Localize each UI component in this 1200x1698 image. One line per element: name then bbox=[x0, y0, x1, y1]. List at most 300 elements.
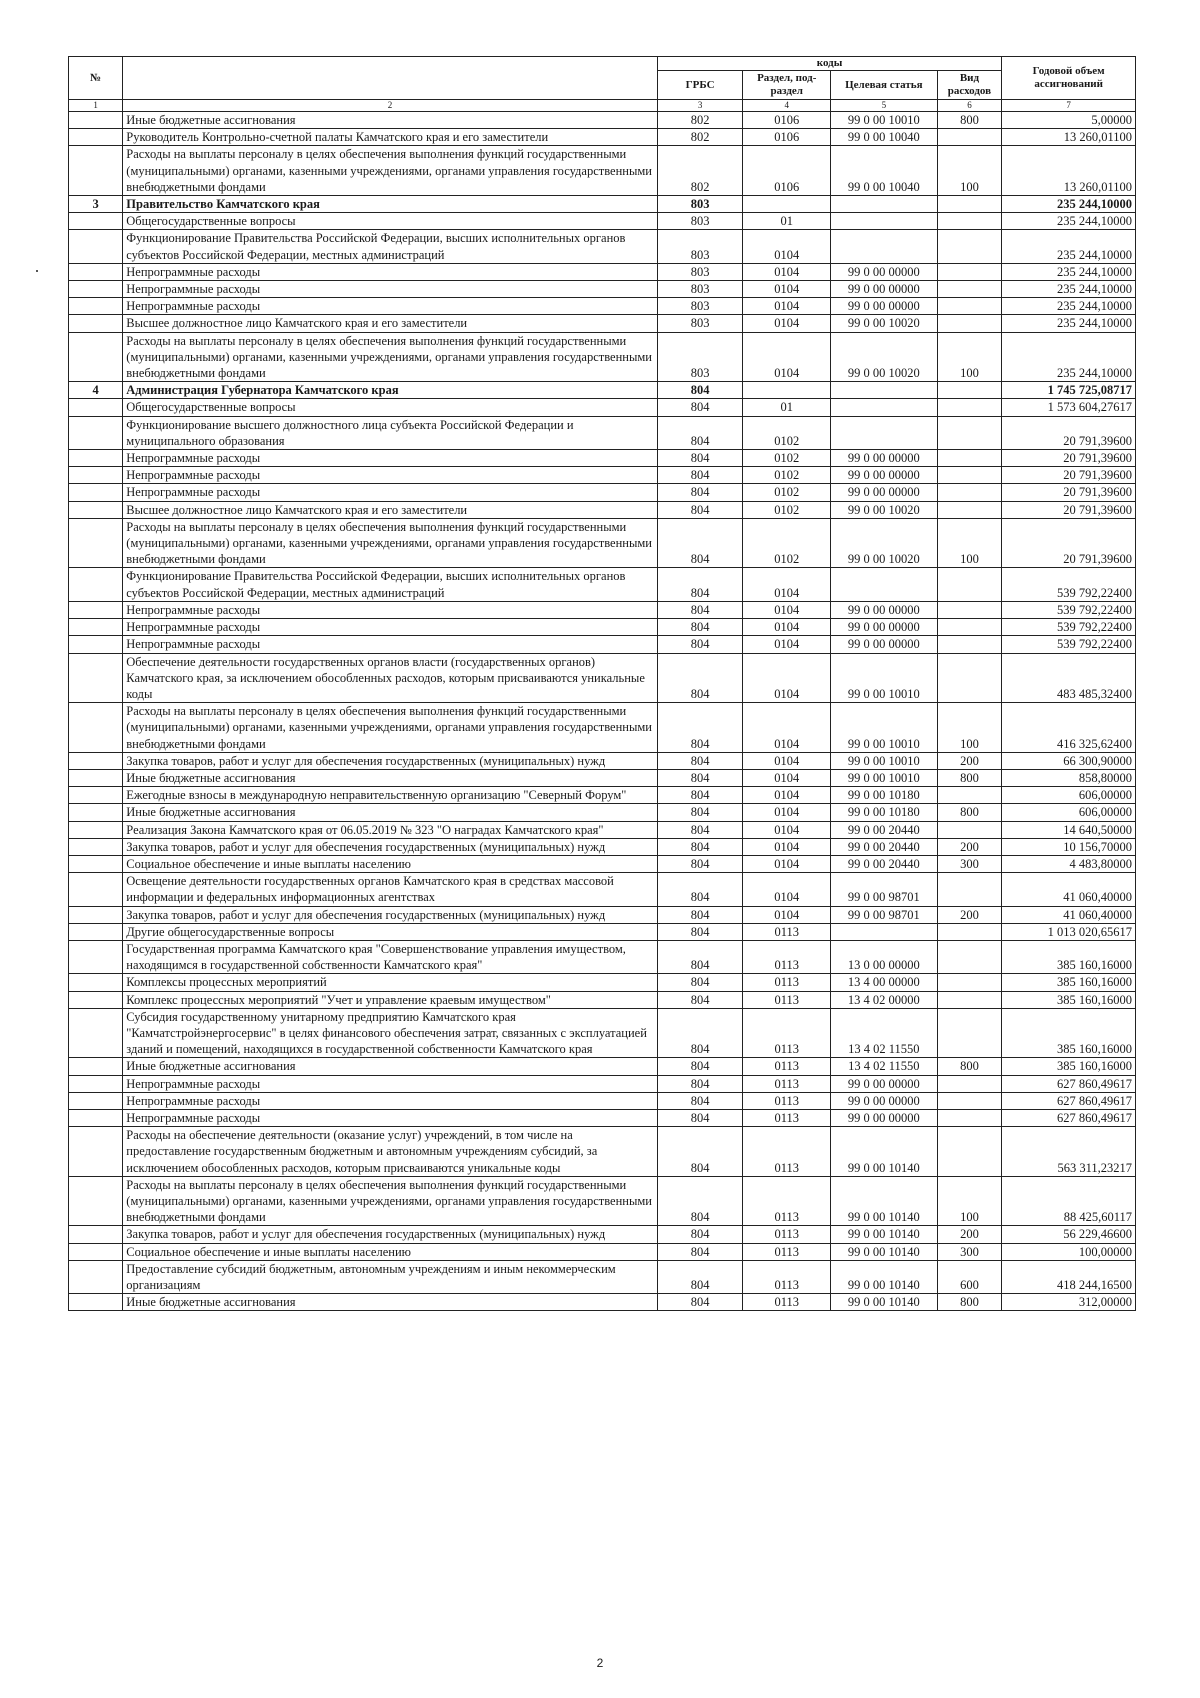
row-number bbox=[69, 467, 123, 484]
row-section: 0104 bbox=[743, 230, 831, 263]
row-target: 99 0 00 00000 bbox=[831, 467, 937, 484]
row-number bbox=[69, 1294, 123, 1311]
scan-speck bbox=[36, 270, 38, 272]
row-amount: 627 860,49617 bbox=[1002, 1092, 1136, 1109]
row-amount: 5,00000 bbox=[1002, 112, 1136, 129]
row-section: 0104 bbox=[743, 281, 831, 298]
row-target: 99 0 00 10010 bbox=[831, 653, 937, 703]
row-section: 01 bbox=[743, 213, 831, 230]
row-grbs: 804 bbox=[657, 752, 743, 769]
row-target: 99 0 00 20440 bbox=[831, 838, 937, 855]
row-target bbox=[831, 399, 937, 416]
row-name: Непрограммные расходы bbox=[123, 298, 658, 315]
row-target: 99 0 00 10140 bbox=[831, 1294, 937, 1311]
row-target: 99 0 00 20440 bbox=[831, 821, 937, 838]
row-amount: 385 160,16000 bbox=[1002, 991, 1136, 1008]
row-number bbox=[69, 568, 123, 601]
row-expense-type bbox=[937, 315, 1002, 332]
row-name: Непрограммные расходы bbox=[123, 450, 658, 467]
header-section: Раздел, под-раздел bbox=[743, 71, 831, 100]
row-number bbox=[69, 213, 123, 230]
row-amount: 88 425,60117 bbox=[1002, 1176, 1136, 1226]
row-target: 99 0 00 98701 bbox=[831, 906, 937, 923]
table-row bbox=[69, 518, 1136, 568]
row-section: 0104 bbox=[743, 821, 831, 838]
row-number bbox=[69, 298, 123, 315]
row-grbs: 804 bbox=[657, 601, 743, 618]
row-grbs: 803 bbox=[657, 196, 743, 213]
row-amount: 235 244,10000 bbox=[1002, 315, 1136, 332]
header-amount: Годовой объем ассигнований bbox=[1002, 57, 1136, 100]
row-target: 99 0 00 10010 bbox=[831, 703, 937, 753]
row-expense-type bbox=[937, 1008, 1002, 1058]
row-amount: 627 860,49617 bbox=[1002, 1109, 1136, 1126]
row-name: Закупка товаров, работ и услуг для обеспечения государственных (муниципальных) нужд bbox=[123, 1226, 658, 1243]
row-grbs: 804 bbox=[657, 940, 743, 973]
row-section: 0113 bbox=[743, 1092, 831, 1109]
row-name: Непрограммные расходы bbox=[123, 484, 658, 501]
table-row bbox=[69, 112, 1136, 129]
row-target: 99 0 00 10180 bbox=[831, 787, 937, 804]
row-number bbox=[69, 1127, 123, 1177]
row-target: 99 0 00 00000 bbox=[831, 450, 937, 467]
row-name: Закупка товаров, работ и услуг для обеспечения государственных (муниципальных) нужд bbox=[123, 838, 658, 855]
table-row bbox=[69, 501, 1136, 518]
row-name: Функционирование Правительства Российской Федерации, высших исполнительных органов субъектов Российской Федерации, местных администраций bbox=[123, 568, 658, 601]
row-target: 99 0 00 20440 bbox=[831, 855, 937, 872]
row-section: 0113 bbox=[743, 940, 831, 973]
row-target: 99 0 00 10140 bbox=[831, 1260, 937, 1293]
row-expense-type bbox=[937, 484, 1002, 501]
row-section: 0104 bbox=[743, 568, 831, 601]
row-expense-type: 800 bbox=[937, 112, 1002, 129]
row-grbs: 804 bbox=[657, 906, 743, 923]
row-section: 0104 bbox=[743, 653, 831, 703]
row-section: 0102 bbox=[743, 518, 831, 568]
column-index: 5 bbox=[831, 100, 937, 112]
row-section: 0106 bbox=[743, 146, 831, 196]
row-section: 0104 bbox=[743, 332, 831, 382]
row-section: 0113 bbox=[743, 974, 831, 991]
row-number bbox=[69, 399, 123, 416]
row-target: 13 4 02 11550 bbox=[831, 1058, 937, 1075]
row-section: 0113 bbox=[743, 1008, 831, 1058]
row-amount: 100,00000 bbox=[1002, 1243, 1136, 1260]
row-expense-type bbox=[937, 213, 1002, 230]
row-number bbox=[69, 281, 123, 298]
row-grbs: 804 bbox=[657, 1176, 743, 1226]
row-number bbox=[69, 1243, 123, 1260]
row-section: 0102 bbox=[743, 501, 831, 518]
table-row bbox=[69, 1176, 1136, 1226]
row-amount: 20 791,39600 bbox=[1002, 467, 1136, 484]
row-target: 13 0 00 00000 bbox=[831, 940, 937, 973]
row-grbs: 804 bbox=[657, 653, 743, 703]
row-grbs: 803 bbox=[657, 263, 743, 280]
row-number bbox=[69, 1092, 123, 1109]
row-number bbox=[69, 636, 123, 653]
row-amount: 385 160,16000 bbox=[1002, 974, 1136, 991]
column-index: 6 bbox=[937, 100, 1002, 112]
row-grbs: 803 bbox=[657, 213, 743, 230]
table-header bbox=[69, 57, 1136, 112]
row-grbs: 803 bbox=[657, 230, 743, 263]
row-target: 99 0 00 00000 bbox=[831, 1109, 937, 1126]
row-name: Иные бюджетные ассигнования bbox=[123, 804, 658, 821]
row-grbs: 803 bbox=[657, 281, 743, 298]
row-grbs: 804 bbox=[657, 399, 743, 416]
row-target: 99 0 00 00000 bbox=[831, 281, 937, 298]
row-name: Расходы на выплаты персоналу в целях обеспечения выполнения функций государственными (муниципальными) органами, казенными учреждениями, органами управления государственными внебюджетными фондами bbox=[123, 332, 658, 382]
row-number: 3 bbox=[69, 196, 123, 213]
row-name: Расходы на выплаты персоналу в целях обеспечения выполнения функций государственными (муниципальными) органами, казенными учреждениями, органами управления государственными внебюджетными фондами bbox=[123, 146, 658, 196]
row-number bbox=[69, 838, 123, 855]
row-section: 0113 bbox=[743, 923, 831, 940]
table-row bbox=[69, 1243, 1136, 1260]
row-section: 0106 bbox=[743, 129, 831, 146]
row-amount: 235 244,10000 bbox=[1002, 196, 1136, 213]
column-index: 7 bbox=[1002, 100, 1136, 112]
column-index: 1 bbox=[69, 100, 123, 112]
row-number bbox=[69, 129, 123, 146]
row-name: Непрограммные расходы bbox=[123, 601, 658, 618]
row-expense-type bbox=[937, 601, 1002, 618]
row-expense-type: 100 bbox=[937, 703, 1002, 753]
row-grbs: 804 bbox=[657, 1294, 743, 1311]
row-target: 13 4 02 00000 bbox=[831, 991, 937, 1008]
table-row bbox=[69, 1294, 1136, 1311]
row-number bbox=[69, 332, 123, 382]
row-grbs: 804 bbox=[657, 501, 743, 518]
table-row bbox=[69, 467, 1136, 484]
row-number bbox=[69, 703, 123, 753]
table-row bbox=[69, 568, 1136, 601]
page-number: 2 bbox=[596, 1656, 604, 1670]
row-number bbox=[69, 1109, 123, 1126]
table-row bbox=[69, 484, 1136, 501]
row-amount: 1 573 604,27617 bbox=[1002, 399, 1136, 416]
row-section: 0104 bbox=[743, 855, 831, 872]
row-number bbox=[69, 1075, 123, 1092]
row-expense-type bbox=[937, 991, 1002, 1008]
row-name: Другие общегосударственные вопросы bbox=[123, 923, 658, 940]
table-row bbox=[69, 703, 1136, 753]
row-section: 0104 bbox=[743, 906, 831, 923]
row-name: Непрограммные расходы bbox=[123, 263, 658, 280]
row-grbs: 803 bbox=[657, 315, 743, 332]
row-grbs: 803 bbox=[657, 332, 743, 382]
row-expense-type bbox=[937, 821, 1002, 838]
row-target: 13 4 00 00000 bbox=[831, 974, 937, 991]
row-expense-type bbox=[937, 382, 1002, 399]
table-row bbox=[69, 636, 1136, 653]
row-name: Расходы на обеспечение деятельности (оказание услуг) учреждений, в том числе на предоставление государственным бюджетным и автономным учреждениям субсидий, за исключением обособленных расходов, которым присваиваются уникальные коды bbox=[123, 1127, 658, 1177]
row-amount: 858,80000 bbox=[1002, 769, 1136, 786]
row-number bbox=[69, 991, 123, 1008]
row-amount: 385 160,16000 bbox=[1002, 1008, 1136, 1058]
row-amount: 1 013 020,65617 bbox=[1002, 923, 1136, 940]
table-row bbox=[69, 769, 1136, 786]
row-target: 99 0 00 10040 bbox=[831, 129, 937, 146]
row-amount: 235 244,10000 bbox=[1002, 213, 1136, 230]
row-amount: 20 791,39600 bbox=[1002, 518, 1136, 568]
row-grbs: 803 bbox=[657, 298, 743, 315]
row-amount: 235 244,10000 bbox=[1002, 298, 1136, 315]
row-name: Непрограммные расходы bbox=[123, 1109, 658, 1126]
table-row bbox=[69, 1109, 1136, 1126]
row-grbs: 804 bbox=[657, 1127, 743, 1177]
row-section: 0113 bbox=[743, 1226, 831, 1243]
row-target: 99 0 00 10140 bbox=[831, 1176, 937, 1226]
row-amount: 13 260,01100 bbox=[1002, 129, 1136, 146]
row-name: Расходы на выплаты персоналу в целях обеспечения выполнения функций государственными (муниципальными) органами, казенными учреждениями, органами управления государственными внебюджетными фондами bbox=[123, 703, 658, 753]
table-row bbox=[69, 1260, 1136, 1293]
row-expense-type: 800 bbox=[937, 1058, 1002, 1075]
row-section: 0102 bbox=[743, 450, 831, 467]
budget-allocation-table bbox=[68, 56, 1136, 1311]
row-target: 99 0 00 10010 bbox=[831, 752, 937, 769]
row-amount: 416 325,62400 bbox=[1002, 703, 1136, 753]
row-name: Предоставление субсидий бюджетным, автономным учреждениям и иным некоммерческим организациям bbox=[123, 1260, 658, 1293]
row-section: 0104 bbox=[743, 752, 831, 769]
row-target bbox=[831, 568, 937, 601]
row-name: Закупка товаров, работ и услуг для обеспечения государственных (муниципальных) нужд bbox=[123, 752, 658, 769]
row-section: 0104 bbox=[743, 769, 831, 786]
row-grbs: 804 bbox=[657, 1058, 743, 1075]
row-target: 99 0 00 00000 bbox=[831, 1092, 937, 1109]
table-row bbox=[69, 1127, 1136, 1177]
row-grbs: 804 bbox=[657, 636, 743, 653]
row-amount: 539 792,22400 bbox=[1002, 619, 1136, 636]
row-section: 0104 bbox=[743, 636, 831, 653]
column-index: 4 bbox=[743, 100, 831, 112]
table-row bbox=[69, 821, 1136, 838]
row-number bbox=[69, 450, 123, 467]
row-name: Субсидия государственному унитарному предприятию Камчатского края "Камчатстройэнергосервис" в целях финансового обеспечения затрат, связанных с эксплуатацией зданий и помещений, находящихся в государственной собственности Камчатского края bbox=[123, 1008, 658, 1058]
row-name: Высшее должностное лицо Камчатского края и его заместители bbox=[123, 501, 658, 518]
row-expense-type: 800 bbox=[937, 804, 1002, 821]
table-row bbox=[69, 1075, 1136, 1092]
row-section: 0102 bbox=[743, 416, 831, 449]
table-row bbox=[69, 315, 1136, 332]
row-target: 99 0 00 10010 bbox=[831, 112, 937, 129]
row-number bbox=[69, 484, 123, 501]
row-amount: 418 244,16500 bbox=[1002, 1260, 1136, 1293]
header-expense-type: Вид расходов bbox=[937, 71, 1002, 100]
row-name: Реализация Закона Камчатского края от 06.05.2019 № 323 "О наградах Камчатского края" bbox=[123, 821, 658, 838]
row-expense-type bbox=[937, 873, 1002, 906]
row-amount: 235 244,10000 bbox=[1002, 263, 1136, 280]
row-number bbox=[69, 146, 123, 196]
row-number bbox=[69, 906, 123, 923]
row-grbs: 804 bbox=[657, 416, 743, 449]
row-expense-type bbox=[937, 1109, 1002, 1126]
row-section: 0104 bbox=[743, 601, 831, 618]
row-amount: 41 060,40000 bbox=[1002, 873, 1136, 906]
row-expense-type bbox=[937, 568, 1002, 601]
table-row bbox=[69, 752, 1136, 769]
table-row bbox=[69, 450, 1136, 467]
row-target: 99 0 00 00000 bbox=[831, 619, 937, 636]
row-amount: 385 160,16000 bbox=[1002, 1058, 1136, 1075]
row-name: Государственная программа Камчатского края "Совершенствование управления имуществом, находящимся в государственной собственности Камчатского края" bbox=[123, 940, 658, 973]
row-expense-type: 200 bbox=[937, 752, 1002, 769]
row-expense-type: 200 bbox=[937, 838, 1002, 855]
row-name: Непрограммные расходы bbox=[123, 281, 658, 298]
row-target: 99 0 00 00000 bbox=[831, 636, 937, 653]
row-number bbox=[69, 769, 123, 786]
table-row bbox=[69, 298, 1136, 315]
row-grbs: 802 bbox=[657, 146, 743, 196]
table-row bbox=[69, 923, 1136, 940]
row-name: Функционирование Правительства Российской Федерации, высших исполнительных органов субъектов Российской Федерации, местных администраций bbox=[123, 230, 658, 263]
table-row bbox=[69, 281, 1136, 298]
table-row bbox=[69, 416, 1136, 449]
row-number bbox=[69, 1176, 123, 1226]
row-amount: 20 791,39600 bbox=[1002, 450, 1136, 467]
row-amount: 606,00000 bbox=[1002, 787, 1136, 804]
row-section: 0113 bbox=[743, 1109, 831, 1126]
row-number bbox=[69, 653, 123, 703]
row-number bbox=[69, 1058, 123, 1075]
row-name: Ежегодные взносы в международную неправительственную организацию "Северный Форум" bbox=[123, 787, 658, 804]
row-amount: 66 300,90000 bbox=[1002, 752, 1136, 769]
row-amount: 235 244,10000 bbox=[1002, 332, 1136, 382]
row-target bbox=[831, 416, 937, 449]
row-name: Непрограммные расходы bbox=[123, 636, 658, 653]
column-index: 3 bbox=[657, 100, 743, 112]
row-target bbox=[831, 923, 937, 940]
row-amount: 20 791,39600 bbox=[1002, 501, 1136, 518]
table-row bbox=[69, 838, 1136, 855]
row-expense-type bbox=[937, 467, 1002, 484]
row-number bbox=[69, 855, 123, 872]
row-amount: 385 160,16000 bbox=[1002, 940, 1136, 973]
row-expense-type: 300 bbox=[937, 855, 1002, 872]
row-grbs: 804 bbox=[657, 382, 743, 399]
row-section: 0113 bbox=[743, 1127, 831, 1177]
row-expense-type bbox=[937, 923, 1002, 940]
table-body bbox=[69, 112, 1136, 1311]
row-grbs: 804 bbox=[657, 1008, 743, 1058]
row-expense-type: 200 bbox=[937, 1226, 1002, 1243]
row-target: 99 0 00 10040 bbox=[831, 146, 937, 196]
row-target: 99 0 00 10140 bbox=[831, 1127, 937, 1177]
row-target: 99 0 00 10020 bbox=[831, 501, 937, 518]
table-row bbox=[69, 906, 1136, 923]
row-target: 99 0 00 10020 bbox=[831, 315, 937, 332]
row-expense-type bbox=[937, 298, 1002, 315]
row-expense-type: 100 bbox=[937, 332, 1002, 382]
row-expense-type bbox=[937, 281, 1002, 298]
row-expense-type bbox=[937, 399, 1002, 416]
row-target bbox=[831, 230, 937, 263]
row-expense-type bbox=[937, 619, 1002, 636]
row-grbs: 804 bbox=[657, 991, 743, 1008]
row-grbs: 804 bbox=[657, 855, 743, 872]
row-grbs: 804 bbox=[657, 821, 743, 838]
row-grbs: 804 bbox=[657, 787, 743, 804]
header-codes-group: коды bbox=[657, 57, 1002, 71]
row-grbs: 804 bbox=[657, 703, 743, 753]
header-grbs: ГРБС bbox=[657, 71, 743, 100]
row-amount: 14 640,50000 bbox=[1002, 821, 1136, 838]
table-row bbox=[69, 196, 1136, 213]
row-section: 0104 bbox=[743, 263, 831, 280]
row-expense-type: 100 bbox=[937, 146, 1002, 196]
row-amount: 483 485,32400 bbox=[1002, 653, 1136, 703]
row-amount: 13 260,01100 bbox=[1002, 146, 1136, 196]
row-expense-type: 300 bbox=[937, 1243, 1002, 1260]
row-expense-type bbox=[937, 974, 1002, 991]
row-grbs: 804 bbox=[657, 568, 743, 601]
row-section: 0106 bbox=[743, 112, 831, 129]
row-grbs: 804 bbox=[657, 804, 743, 821]
row-target: 99 0 00 10140 bbox=[831, 1226, 937, 1243]
row-grbs: 802 bbox=[657, 112, 743, 129]
row-amount: 627 860,49617 bbox=[1002, 1075, 1136, 1092]
header-target: Целевая статья bbox=[831, 71, 937, 100]
table-row bbox=[69, 230, 1136, 263]
row-amount: 606,00000 bbox=[1002, 804, 1136, 821]
table-row bbox=[69, 974, 1136, 991]
row-grbs: 804 bbox=[657, 1109, 743, 1126]
row-number bbox=[69, 518, 123, 568]
table-row bbox=[69, 213, 1136, 230]
row-name: Непрограммные расходы bbox=[123, 467, 658, 484]
row-amount: 20 791,39600 bbox=[1002, 416, 1136, 449]
row-target bbox=[831, 382, 937, 399]
row-amount: 312,00000 bbox=[1002, 1294, 1136, 1311]
row-section: 0113 bbox=[743, 1294, 831, 1311]
row-expense-type bbox=[937, 196, 1002, 213]
row-number bbox=[69, 752, 123, 769]
row-number bbox=[69, 315, 123, 332]
row-target: 99 0 00 00000 bbox=[831, 601, 937, 618]
table-row bbox=[69, 873, 1136, 906]
row-name: Комплекс процессных мероприятий "Учет и управление краевым имуществом" bbox=[123, 991, 658, 1008]
table-row bbox=[69, 129, 1136, 146]
row-number bbox=[69, 601, 123, 618]
row-number bbox=[69, 416, 123, 449]
row-expense-type bbox=[937, 1075, 1002, 1092]
row-name: Общегосударственные вопросы bbox=[123, 399, 658, 416]
row-expense-type: 800 bbox=[937, 769, 1002, 786]
row-number bbox=[69, 787, 123, 804]
row-target: 99 0 00 10020 bbox=[831, 518, 937, 568]
row-number bbox=[69, 1008, 123, 1058]
table-row bbox=[69, 382, 1136, 399]
row-grbs: 804 bbox=[657, 838, 743, 855]
table-row bbox=[69, 940, 1136, 973]
column-index-row bbox=[69, 100, 1136, 112]
row-name: Непрограммные расходы bbox=[123, 1092, 658, 1109]
row-target: 99 0 00 00000 bbox=[831, 298, 937, 315]
row-name: Социальное обеспечение и иные выплаты населению bbox=[123, 1243, 658, 1260]
row-grbs: 804 bbox=[657, 923, 743, 940]
row-name: Правительство Камчатского края bbox=[123, 196, 658, 213]
row-expense-type bbox=[937, 129, 1002, 146]
row-number bbox=[69, 230, 123, 263]
row-target bbox=[831, 196, 937, 213]
row-grbs: 802 bbox=[657, 129, 743, 146]
row-section: 0113 bbox=[743, 1260, 831, 1293]
table-row bbox=[69, 804, 1136, 821]
row-name: Освещение деятельности государственных органов Камчатского края в средствах массовой информации и федеральных информационных агентствах bbox=[123, 873, 658, 906]
row-number bbox=[69, 821, 123, 838]
row-name: Обеспечение деятельности государственных органов власти (государственных органов) Камчатского края, за исключением обособленных расходов, которым присваиваются уникальные коды bbox=[123, 653, 658, 703]
row-name: Иные бюджетные ассигнования bbox=[123, 769, 658, 786]
